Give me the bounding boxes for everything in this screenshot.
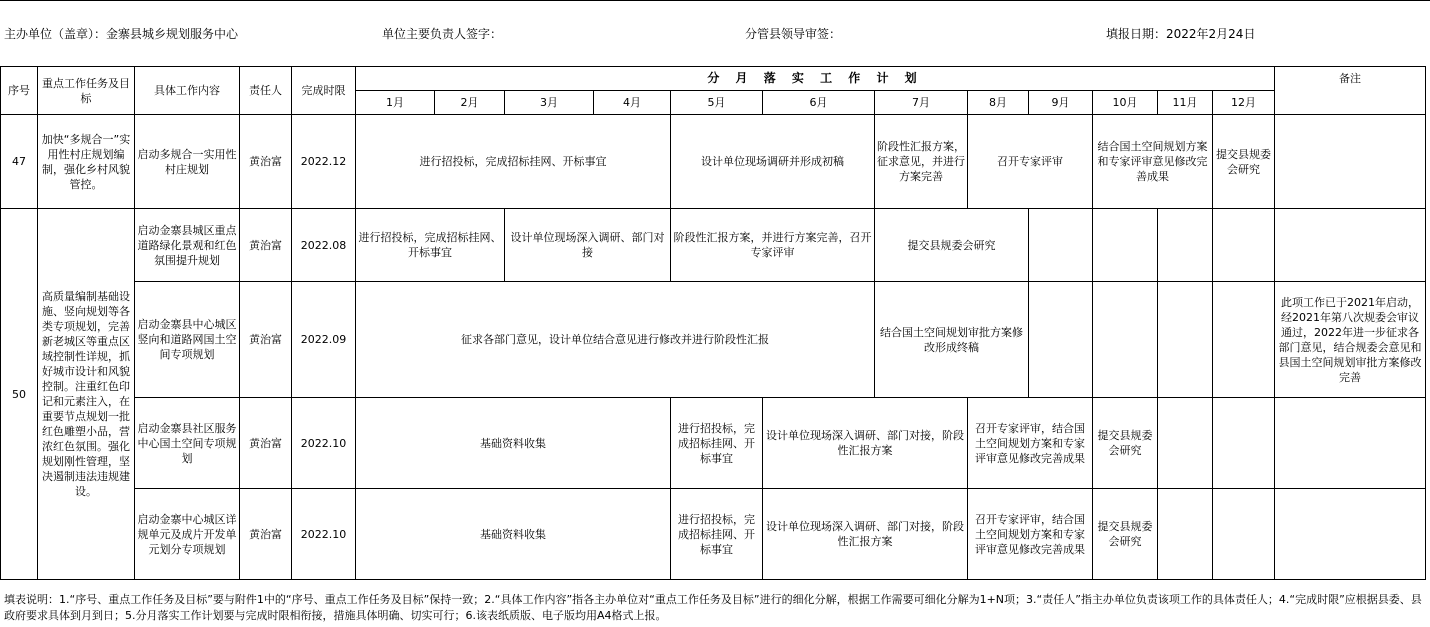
plan-cell <box>1093 282 1158 398</box>
plan-cell: 提交县规委会研究 <box>1213 115 1275 209</box>
plan-cell: 设计单位现场深入调研、部门对接，阶段性汇报方案 <box>763 398 968 489</box>
row-content: 启动多规合一实用性村庄规划 <box>135 115 240 209</box>
plan-cell <box>1029 209 1093 282</box>
month-9: 9月 <box>1029 91 1093 115</box>
col-task: 重点工作任务及目标 <box>38 67 135 115</box>
col-remark: 备注 <box>1275 67 1426 115</box>
plan-cell: 基础资料收集 <box>356 398 671 489</box>
plan-cell: 提交县规委会研究 <box>1093 489 1158 580</box>
plan-cell <box>1158 489 1213 580</box>
work-plan-table <box>0 66 1426 580</box>
month-10: 10月 <box>1093 91 1158 115</box>
county-leader-signature: 分管县领导审签： <box>745 27 842 41</box>
month-1: 1月 <box>356 91 435 115</box>
plan-cell: 进行招投标，完成招标挂网、开标事宜 <box>671 489 763 580</box>
col-content: 具体工作内容 <box>135 67 240 115</box>
plan-cell: 进行招投标，完成招标挂网、开标事宜 <box>671 398 763 489</box>
plan-cell <box>1029 282 1093 398</box>
plan-cell: 设计单位现场深入调研、部门对接 <box>505 209 671 282</box>
plan-cell: 阶段性汇报方案，征求意见，并进行方案完善 <box>875 115 968 209</box>
plan-cell: 结合国土空间规划审批方案修改形成终稿 <box>875 282 1029 398</box>
remark-cell <box>1275 489 1426 580</box>
table-row <box>1 282 1426 398</box>
remark-cell <box>1275 115 1426 209</box>
plan-cell: 阶段性汇报方案，并进行方案完善，召开专家评审 <box>671 209 875 282</box>
row-deadline: 2022.08 <box>292 209 356 282</box>
row-owner: 黄治富 <box>240 209 292 282</box>
plan-cell <box>1158 209 1213 282</box>
plan-cell <box>1213 398 1275 489</box>
row-deadline: 2022.12 <box>292 115 356 209</box>
row-owner: 黄治富 <box>240 282 292 398</box>
month-4: 4月 <box>594 91 671 115</box>
month-5: 5月 <box>671 91 763 115</box>
row-deadline: 2022.10 <box>292 489 356 580</box>
month-7: 7月 <box>875 91 968 115</box>
plan-cell: 召开专家评审 <box>968 115 1093 209</box>
plan-cell: 征求各部门意见，设计单位结合意见进行修改并进行阶段性汇报 <box>356 282 875 398</box>
row-task: 高质量编制基础设施、竖向规划等各类专项规划，完善新老城区等重点区域控制性详规，抓好城市设计和风貌控制。注重红色印记和元素注入，在重要节点规划一批红色雕塑小品，营浓红色氛围。强化规划刚性管理，坚决遏制违法违规建设。 <box>38 209 135 580</box>
plan-cell <box>1213 209 1275 282</box>
month-8: 8月 <box>968 91 1029 115</box>
col-owner: 责任人 <box>240 67 292 115</box>
plan-cell: 召开专家评审，结合国土空间规划方案和专家评审意见修改完善成果 <box>968 398 1093 489</box>
plan-cell: 提交县规委会研究 <box>1093 398 1158 489</box>
report-date: 填报日期：2022年2月24日 <box>1106 27 1256 41</box>
col-monthly-plan: 分 月 落 实 工 作 计 划 <box>356 67 1275 91</box>
plan-cell <box>1158 398 1213 489</box>
row-owner: 黄治富 <box>240 115 292 209</box>
row-owner: 黄治富 <box>240 489 292 580</box>
col-no: 序号 <box>1 67 38 115</box>
table-row <box>1 115 1426 209</box>
row-deadline: 2022.10 <box>292 398 356 489</box>
table-row <box>1 209 1426 282</box>
row-no: 50 <box>1 209 38 580</box>
plan-cell: 设计单位现场调研并形成初稿 <box>671 115 875 209</box>
row-task: 加快“多规合一”实用性村庄规划编制，强化乡村风貌管控。 <box>38 115 135 209</box>
plan-cell <box>1213 489 1275 580</box>
row-deadline: 2022.09 <box>292 282 356 398</box>
col-deadline: 完成时限 <box>292 67 356 115</box>
row-content: 启动金寨县中心城区竖向和道路网国土空间专项规划 <box>135 282 240 398</box>
plan-cell: 基础资料收集 <box>356 489 671 580</box>
plan-cell: 进行招投标，完成招标挂网、开标事宜 <box>356 115 671 209</box>
row-owner: 黄治富 <box>240 398 292 489</box>
month-3: 3月 <box>505 91 594 115</box>
fill-instructions: 填表说明：1.“序号、重点工作任务及目标”要与附件1中的“序号、重点工作任务及目标”保持一致；2.“具体工作内容”指各主办单位对“重点工作任务及目标”进行的细化分解，根据工作需要可细化分解为1+N项；3.“责任人”指主办单位负责该项工作的具体责任人；4.“完成时限”应根据县委、县政府要求具体到月到日；5.分月落实工作计划要与完成时限相衔接，措施具体明确、切实可行；6.该表纸质版、电子版均用A4格式上报。 <box>4 593 1422 622</box>
remark-cell: 此项工作已于2021年启动，经2021年第八次规委会审议通过，2022年进一步征求各部门意见，结合规委会意见和县国土空间规划审批方案修改完善 <box>1275 282 1426 398</box>
plan-cell: 设计单位现场深入调研、部门对接，阶段性汇报方案 <box>763 489 968 580</box>
plan-cell: 结合国土空间规划方案和专家评审意见修改完善成果 <box>1093 115 1213 209</box>
leader-signature: 单位主要负责人签字： <box>382 27 503 41</box>
remark-cell <box>1275 209 1426 282</box>
plan-cell <box>1093 209 1158 282</box>
plan-cell <box>1158 282 1213 398</box>
table-row <box>1 489 1426 580</box>
row-content: 启动金寨县城区重点道路绿化景观和红色氛围提升规划 <box>135 209 240 282</box>
table-row <box>1 398 1426 489</box>
plan-cell <box>1213 282 1275 398</box>
remark-cell <box>1275 398 1426 489</box>
month-12: 12月 <box>1213 91 1275 115</box>
plan-cell: 召开专家评审，结合国土空间规划方案和专家评审意见修改完善成果 <box>968 489 1093 580</box>
plan-cell: 进行招投标，完成招标挂网、开标事宜 <box>356 209 505 282</box>
month-2: 2月 <box>435 91 505 115</box>
form-header <box>0 0 1430 66</box>
row-content: 启动金寨县社区服务中心国土空间专项规划 <box>135 398 240 489</box>
month-6: 6月 <box>763 91 875 115</box>
month-11: 11月 <box>1158 91 1213 115</box>
plan-cell: 提交县规委会研究 <box>875 209 1029 282</box>
host-unit: 主办单位（盖章）：金寨县城乡规划服务中心 <box>4 27 239 41</box>
row-no: 47 <box>1 115 38 209</box>
row-content: 启动金寨中心城区详规单元及成片开发单元划分专项规划 <box>135 489 240 580</box>
